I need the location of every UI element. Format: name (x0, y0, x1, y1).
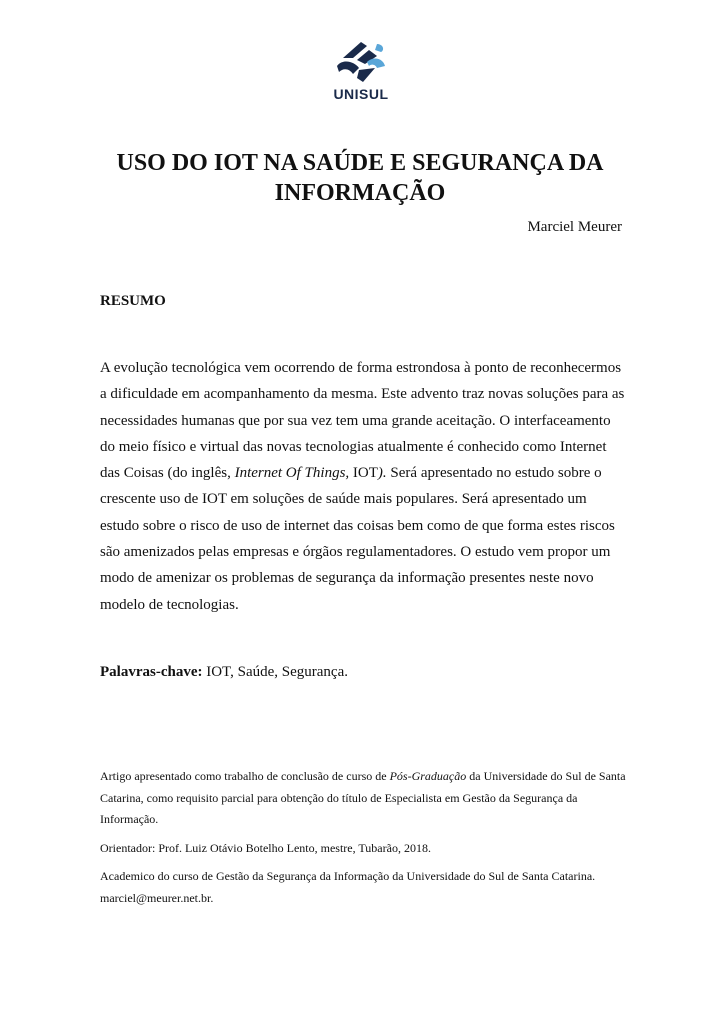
student-note: Academico do curso de Gestão da Segurança da Informação da Universidade do Sul de Santa Catarina. marciel@meurer.net.br. (100, 869, 596, 905)
abstract-text-1: A evolução tecnológica vem ocorrendo de forma estrondosa à ponto de reconhecermos a dificuldade em acompanhamento da mesma. Este advento traz novas soluções para as necessidades humanas que por sua vez tem uma grande aceitação. O interfaceamento do meio físico e virtual das novas tecnologias atualmente é conhecido como Internet das Coisas (do inglês, (100, 360, 625, 482)
abstract-italic-term: Internet Of Things, (234, 465, 350, 482)
article-note-text-2: da Universidade do Sul de Santa Catarina, como requisito parcial para obtenção do título de Especialista em Gestão da Segurança da Informação. (100, 769, 626, 826)
abstract-heading: RESUMO (100, 293, 166, 309)
abstract-text-3: Será apresentado no estudo sobre o crescente uso de IOT em soluções de saúde mais populares. Será apresentado um estudo sobre o risco de uso de internet das coisas bem como de que forma estes riscos são amenizados pelas empresas e órgãos regulamentadores. O estudo vem propor um modo de amenizar os problemas de segurança da informação presentes neste novo modelo de tecnologias. (100, 465, 615, 613)
abstract-text-2: IOT (349, 465, 378, 482)
abstract-italic-punct: ). (377, 465, 387, 482)
paper-title: USO DO IOT NA SAÚDE E SEGURANÇA DA INFORMAÇÃO (116, 150, 604, 206)
keywords-value: IOT, Saúde, Segurança. (202, 664, 348, 680)
unisul-emblem-icon (323, 36, 399, 86)
keywords (100, 664, 348, 681)
article-note-italic: Pós-Graduação (389, 769, 467, 783)
article-note (100, 766, 630, 831)
author-name: Marciel Meurer (527, 219, 622, 235)
university-logo (323, 36, 399, 102)
article-note-text-1: Artigo apresentado como trabalho de conclusão de curso de (100, 769, 390, 783)
footnotes (100, 766, 630, 916)
keywords-label: Palavras-chave: (100, 664, 203, 680)
advisor-note: Orientador: Prof. Luiz Otávio Botelho Lento, mestre, Tubarão, 2018. (100, 840, 431, 855)
logo-text: UNISUL (333, 86, 389, 102)
abstract-body (100, 355, 626, 618)
